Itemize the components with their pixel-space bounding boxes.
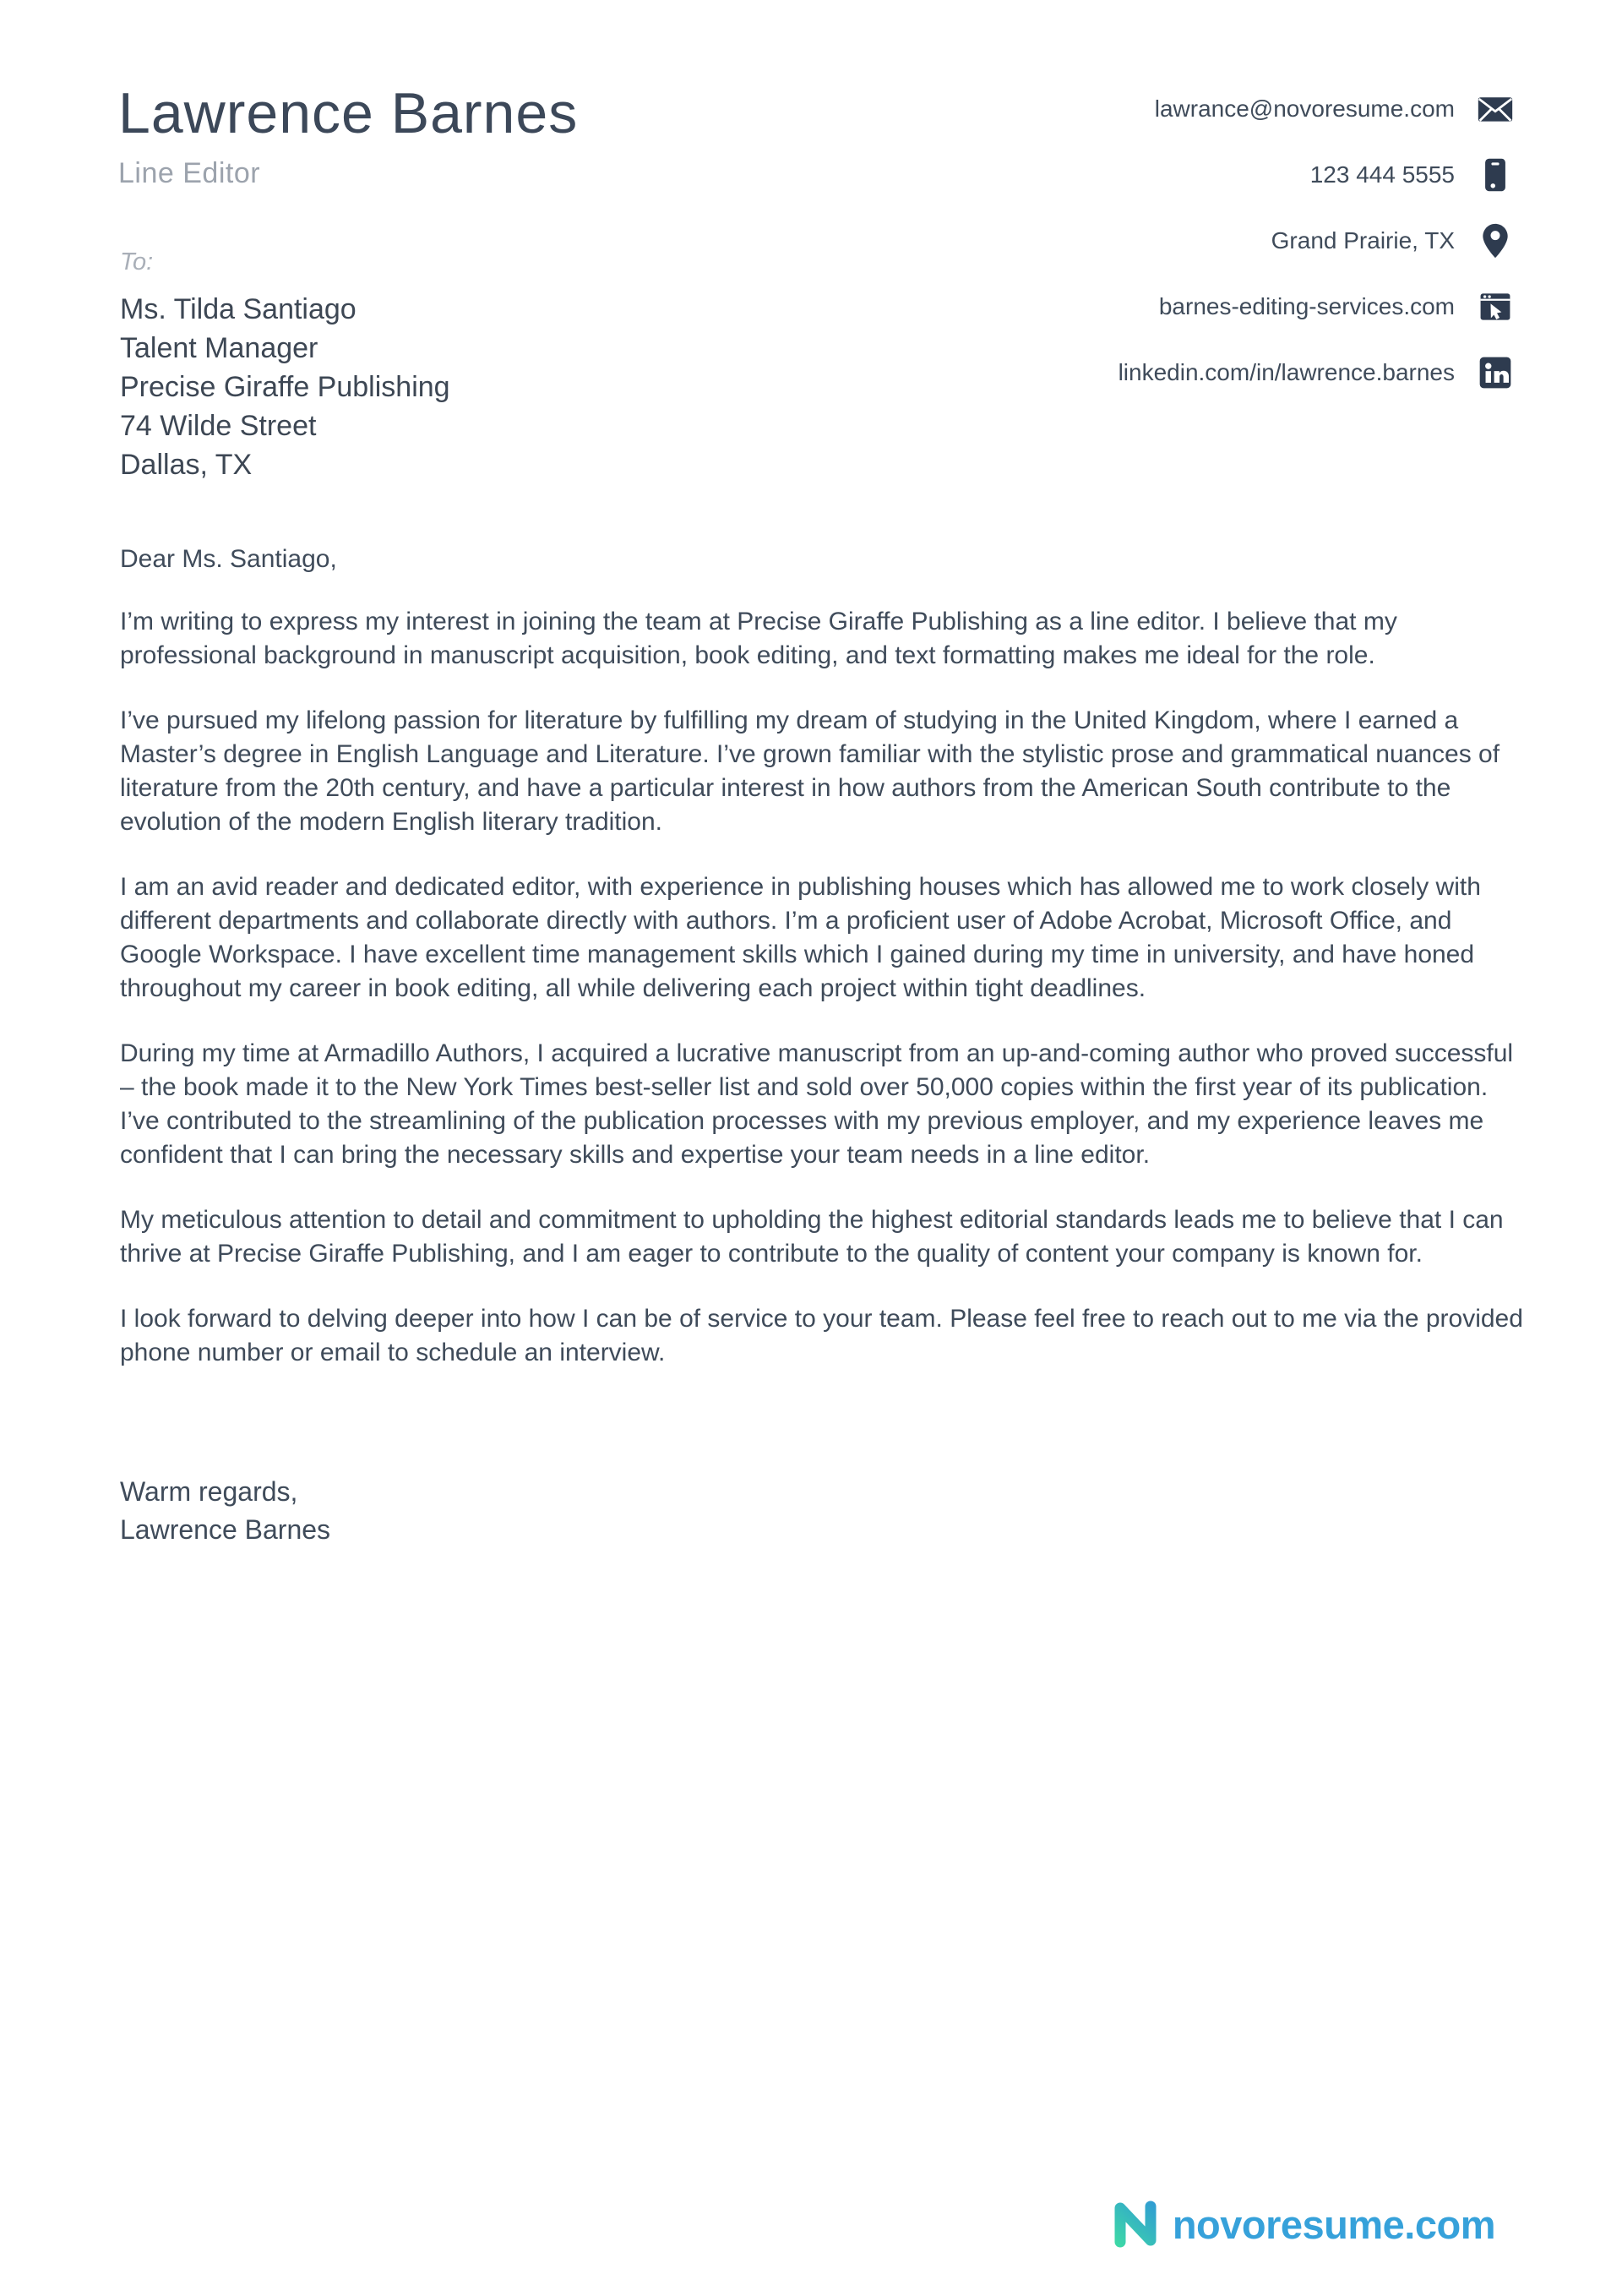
recipient-company: Precise Giraffe Publishing [120, 371, 450, 403]
letter-body [120, 543, 1529, 1549]
phone-value: 123 444 5555 [1309, 161, 1455, 188]
salutation: Dear Ms. Santiago, [120, 545, 337, 573]
person-name: Lawrence Barnes [118, 81, 579, 145]
linkedin-value: linkedin.com/in/lawrence.barnes [1118, 359, 1455, 385]
website-value: barnes-editing-services.com [1158, 293, 1455, 319]
paragraph-skills: I am an avid reader and dedicated editor, with experience in publishing houses which has allowed me to work closely with different departments and collaborate directly with authors. I’m a proficient user of Adobe Acrobat, Microsoft Office, and Google Workspace. I have excellent time management skills which I gained during my time in university, and have honed throughout my career in book editing, all while delivering each project within tight deadlines. [120, 873, 1481, 1002]
contact-row-location [1119, 221, 1514, 260]
paragraph-intro: I’m writing to express my interest in joining the team at Precise Giraffe Publishing as a line editor. I believe that my professional background in manuscript acquisition, book editing, and text formatting makes me ideal for the role. [120, 608, 1397, 669]
recipient-city: Dallas, TX [120, 449, 253, 481]
novoresume-brand-link[interactable] [1112, 2199, 1495, 2250]
email-icon [1477, 90, 1514, 128]
email-value: lawrance@novoresume.com [1154, 95, 1455, 122]
closing-block [120, 1473, 1529, 1549]
recipient-job-title: Talent Manager [120, 332, 318, 364]
contact-row-email [1119, 90, 1514, 128]
novoresume-logo-icon [1112, 2199, 1159, 2250]
recipient-name: Ms. Tilda Santiago [120, 293, 357, 325]
header [118, 81, 578, 189]
to-label: To: [120, 248, 154, 275]
closing-phrase: Warm regards, [120, 1476, 298, 1507]
recipient-street: 74 Wilde Street [120, 410, 317, 442]
location-pin-icon [1477, 222, 1514, 259]
contact-row-linkedin [1119, 353, 1514, 392]
paragraph-call-to-action: I look forward to delving deeper into how I can be of service to your team. Please feel free to reach out to me via the provided phone number or email to schedule an interview. [120, 1305, 1523, 1366]
brand-text: novoresume.com [1172, 2201, 1495, 2247]
paragraph-education: I’ve pursued my lifelong passion for literature by fulfilling my dream of studying in the United Kingdom, where I earned a Master’s degree in English Language and Literature. I’ve grown familiar with the stylistic prose and grammatical nuances of literature from the 20th century, and have a particular interest in how authors from the American South contribute to the evolution of the modern English literary tradition. [120, 706, 1500, 836]
paragraph-achievements: During my time at Armadillo Authors, I acquired a lucrative manuscript from an up-and-coming author who proved successful – the book made it to the New York Times best-seller list and sold over 50,000 copies within the first year of its publication. I’ve contributed to the streamlining of the publication processes with my previous employer, and my experience leaves me confident that I can bring the necessary skills and expertise your team needs in a line editor. [120, 1039, 1514, 1169]
contact-info [1119, 90, 1514, 419]
signature-name: Lawrence Barnes [120, 1514, 331, 1545]
contact-row-website [1119, 287, 1514, 326]
website-icon [1477, 288, 1514, 325]
recipient-block [120, 248, 450, 484]
contact-row-phone [1119, 155, 1514, 194]
location-value: Grand Prairie, TX [1271, 227, 1455, 254]
paragraph-fit: My meticulous attention to detail and commitment to upholding the highest editorial standards leads me to believe that I can thrive at Precise Giraffe Publishing, and I am eager to contribute to the quality of content your company is known for. [120, 1206, 1504, 1268]
person-job-title: Line Editor [118, 157, 261, 189]
phone-icon [1477, 156, 1514, 194]
linkedin-icon [1477, 354, 1514, 391]
